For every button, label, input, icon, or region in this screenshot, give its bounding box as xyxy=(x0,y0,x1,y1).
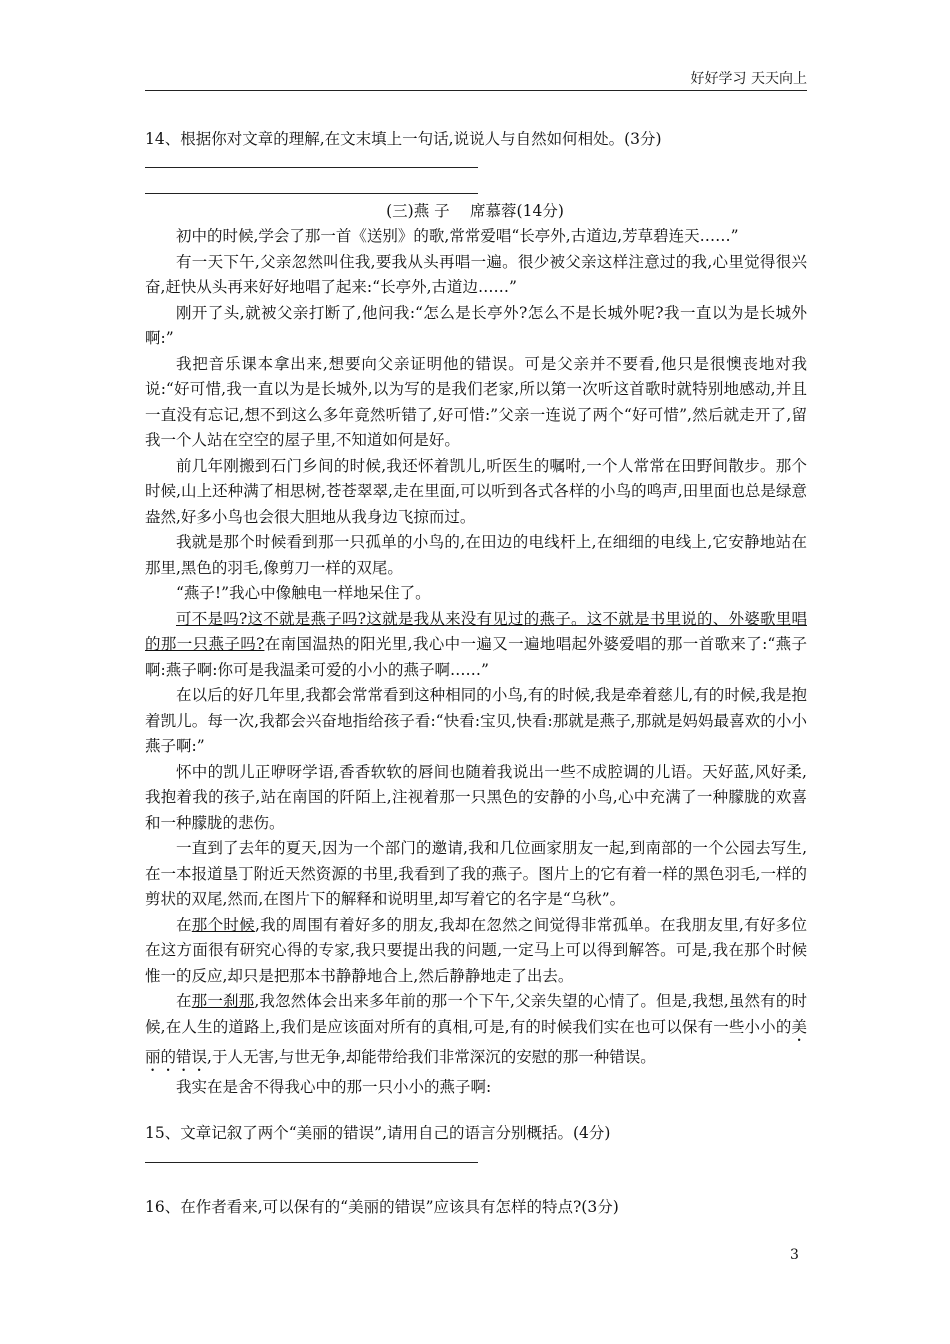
answer-line xyxy=(145,193,478,194)
paragraph: 一直到了去年的夏天,因为一个部门的邀请,我和几位画家朋友一起,到南部的一个公园去写生,在一本报道垦丁附近天然资源的书里,我看到了我的燕子。图片上的它有着一样的黑色羽毛,一样的剪状的双尾,然而,在图片下的解释和说明里,却写着它的名字是“乌秋”。 xyxy=(145,839,807,908)
paragraph-text: ,我的周围有着好多的朋友,我却在忽然之间觉得非常孤单。在我朋友里,有好多位在这方面很有研究心得的专家,我只要提出我的问题,一定马上可以得到解答。可是,我在那个时候惟一的反应,却只是把那本书静静地合上,然后静静地走了出去。 xyxy=(145,915,807,985)
paragraph xyxy=(145,989,807,1075)
question-16: 16、在作者看来,可以保有的“美丽的错误”应该具有怎样的特点?(3分) xyxy=(145,1198,619,1216)
paragraph xyxy=(145,913,807,990)
section-title: (三)燕 子 席慕蓉(14分) xyxy=(386,202,564,220)
question-14: 14、根据你对文章的理解,在文末填上一句话,说说人与自然如何相处。(3分) xyxy=(145,130,662,148)
paragraph: 有一天下午,父亲忽然叫住我,要我从头再唱一遍。很少被父亲这样注意过的我,心里觉得很兴奋,赶快从头再来好好地唱了起来:“长亭外,古道边……” xyxy=(145,252,807,296)
paragraph: 我就是那个时候看到那一只孤单的小鸟的,在田边的电线杆上,在细细的电线上,它安静地站在那里,黑色的羽毛,像剪刀一样的双尾。 xyxy=(145,533,807,577)
page-number: 3 xyxy=(790,1247,799,1263)
paragraph: 我实在是舍不得我心中的那一只小小的燕子啊: xyxy=(176,1077,492,1096)
paragraph: 前几年刚搬到石门乡间的时候,我还怀着凯儿,听医生的嘱咐,一个人常常在田野间散步。那个时候,山上还种满了相思树,苍苍翠翠,走在里面,可以听到各式各样的小鸟的鸣声,田里面也总是绿意盎然,好多小鸟也会很大胆地从我身边飞掠而过。 xyxy=(145,456,807,526)
paragraph-text: ,于人无害,与世无争,却能带给我们非常深沉的安慰的那一种错误。 xyxy=(207,1047,656,1066)
paragraph: “燕子!”我心中像触电一样地呆住了。 xyxy=(176,584,431,602)
underlined-text: 可不是吗?这不就是燕子吗?这就是我从来没有见过的燕子。这不就是书里说的、外婆歌里唱的那一只燕子吗? xyxy=(145,609,807,653)
paragraph: 初中的时候,学会了那一首《送别》的歌,常常爱唱“长亭外,古道边,芳草碧连天……” xyxy=(176,227,739,245)
paragraph-text: 在 xyxy=(176,992,192,1010)
paragraph: 我把音乐课本拿出来,想要向父亲证明他的错误。可是父亲并不要看,他只是很懊丧地对我说:“好可惜,我一直以为是长城外,以为写的是我们老家,所以第一次听这首歌时就特别地感动,并且一直没有忘记,想不到这么多年竟然听错了,好可惜:”父亲一连说了两个“好可惜”,然后就走开了,留我一个人站在空空的屋子里,不知道如何是好。 xyxy=(145,354,807,449)
passage xyxy=(145,224,807,1100)
page-header: 好好学习 天天向上 xyxy=(145,68,807,91)
answer-line xyxy=(145,167,478,168)
paragraph xyxy=(145,607,807,684)
paragraph: 刚开了头,就被父亲打断了,他问我:“怎么是长亭外?怎么不是长城外呢?我一直以为是长城外啊:” xyxy=(145,303,807,347)
paragraph: 怀中的凯儿正咿呀学语,香香软软的唇间也随着我说出一些不成腔调的儿语。天好蓝,风好柔,我抱着我的孩子,站在南国的阡陌上,注视着那一只黑色的安静的小鸟,心中充满了一种朦胧的欢喜和一种朦胧的悲伤。 xyxy=(145,762,807,832)
paragraph-text: ,我忽然体会出来多年前的那一个下午,父亲失望的心情了。但是,我想,虽然有的时候,在人生的道路上,我们是应该面对所有的真相,可是,有的时候我们实在也可以保有一些小小的 xyxy=(145,992,807,1036)
answer-line xyxy=(145,1162,478,1163)
paragraph: 在以后的好几年里,我都会常常看到这种相同的小鸟,有的时候,我是牵着慈儿,有的时候,我是抱着凯儿。每一次,我都会兴奋地指给孩子看:“快看:宝贝,快看:那就是燕子,那就是妈妈最喜欢的小小燕子啊:” xyxy=(145,686,807,755)
emphasized-text: 美丽的错误 xyxy=(145,1017,807,1066)
paragraph-text: 在 xyxy=(176,915,192,934)
underlined-text: 那一刹那 xyxy=(191,992,255,1010)
paragraph-text: 在南国温热的阳光里,我心中一遍又一遍地唱起外婆爱唱的那一首歌来了:“燕子啊:燕子啊:你可是我温柔可爱的小小的燕子啊……” xyxy=(145,635,808,679)
question-15: 15、文章记叙了两个“美丽的错误”,请用自己的语言分别概括。(4分) xyxy=(145,1124,611,1142)
underlined-text: 那个时候 xyxy=(191,915,255,934)
